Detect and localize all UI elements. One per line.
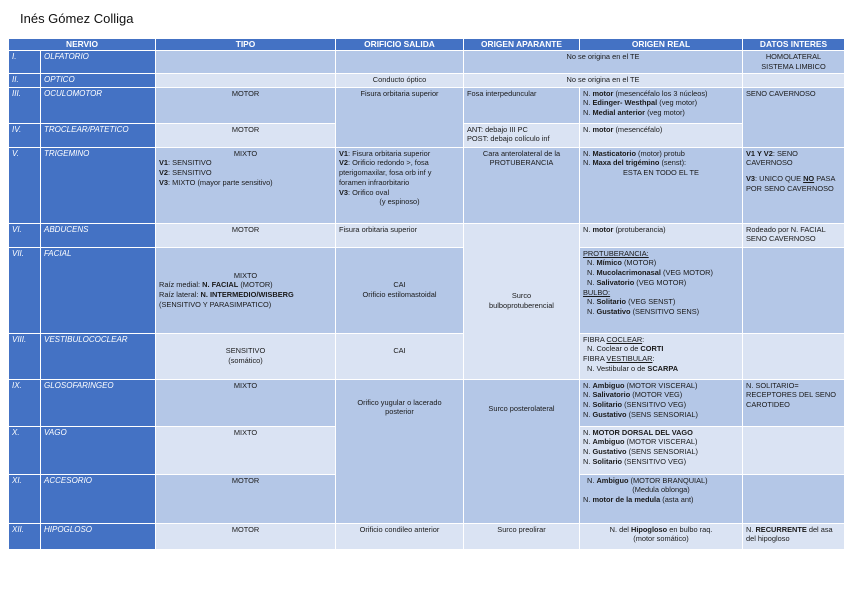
datos-cell: Rodeado por N. FACIAL SENO CAVERNOSO bbox=[743, 223, 845, 247]
real-cell: N. Masticatorio (motor) protub N. Maxa del trigémino (senst): ESTA EN TODO EL TE bbox=[580, 147, 743, 223]
table-row bbox=[9, 333, 845, 379]
tipo-cell bbox=[156, 51, 336, 74]
real-cell: N. Ambiguo (MOTOR VISCERAL) N. Salivatorio (MOTOR VEG) N. Solitario (SENSITIVO VEG) N. Gustativo (SENS SENSORIAL) bbox=[580, 379, 743, 426]
datos-cell: HOMOLATERAL SISTEMA LIMBICO bbox=[743, 51, 845, 74]
aparente-cell: Surco posterolateral bbox=[464, 379, 580, 523]
datos-cell bbox=[743, 247, 845, 333]
row-number: III. bbox=[9, 87, 41, 123]
table-row bbox=[9, 74, 845, 88]
tipo-cell: MOTOR bbox=[156, 474, 336, 523]
table-row bbox=[9, 87, 845, 123]
orificio-cell: Orifico yugular o lacerado posterior bbox=[336, 379, 464, 523]
nerve-name: OCULOMOTOR bbox=[41, 87, 156, 123]
nerve-name: TRIGEMINO bbox=[41, 147, 156, 223]
nerve-name: ABDUCENS bbox=[41, 223, 156, 247]
table-row bbox=[9, 223, 845, 247]
header-orificio: ORIFICIO SALIDA bbox=[336, 39, 464, 51]
row-number: XI. bbox=[9, 474, 41, 523]
datos-cell: N. SOLITARIO= RECEPTORES DEL SENO CAROTIDEO bbox=[743, 379, 845, 426]
nerve-name: HIPOGLOSO bbox=[41, 523, 156, 549]
real-cell: N. motor (mesencéfalo los 3 núcleos) N. Edinger- Westhpal (veg motor) N. Medial anterior (veg motor) bbox=[580, 87, 743, 123]
tipo-cell: MOTOR bbox=[156, 87, 336, 123]
table-row bbox=[9, 51, 845, 74]
real-cell: N. motor (mesencéfalo) bbox=[580, 123, 743, 147]
aparente-cell: Surco bulboprotuberencial bbox=[464, 223, 580, 379]
origin-span-cell: No se origina en el TE bbox=[464, 74, 743, 88]
datos-cell bbox=[743, 74, 845, 88]
datos-cell: V1 Y V2: SENO CAVERNOSO V3: UNICO QUE NO PASA POR SENO CAVERNOSO bbox=[743, 147, 845, 223]
real-cell: N. motor (protuberancia) bbox=[580, 223, 743, 247]
orificio-cell: Fisura orbitaria superior bbox=[336, 223, 464, 247]
orificio-cell: Orificio condileo anterior bbox=[336, 523, 464, 549]
header-datos: DATOS INTERES bbox=[743, 39, 845, 51]
header-origen-real: ORIGEN REAL bbox=[580, 39, 743, 51]
real-cell: N. MOTOR DORSAL DEL VAGO N. Ambiguo (MOTOR VISCERAL) N. Gustativo (SENS SENSORIAL) N. Solitario (SENSITIVO VEG) bbox=[580, 426, 743, 474]
header-row bbox=[9, 39, 845, 51]
nerve-name: VAGO bbox=[41, 426, 156, 474]
datos-cell bbox=[743, 333, 845, 379]
row-number: XII. bbox=[9, 523, 41, 549]
aparente-cell: Surco preolirar bbox=[464, 523, 580, 549]
tipo-cell: SENSITIVO (somático) bbox=[156, 333, 336, 379]
nerve-name: ACCESORIO bbox=[41, 474, 156, 523]
origin-span-cell: No se origina en el TE bbox=[464, 51, 743, 74]
tipo-cell: MOTOR bbox=[156, 223, 336, 247]
datos-cell bbox=[743, 426, 845, 474]
header-nervio: NERVIO bbox=[9, 39, 156, 51]
tipo-cell bbox=[156, 74, 336, 88]
tipo-cell: MIXTO bbox=[156, 379, 336, 426]
nerve-name: FACIAL bbox=[41, 247, 156, 333]
tipo-cell: MOTOR bbox=[156, 123, 336, 147]
nerve-name: OLFATORIO bbox=[41, 51, 156, 74]
aparente-cell: ANT: debajo III PC POST: debajo colículo inf bbox=[464, 123, 580, 147]
orificio-cell: CAI Orificio estilomastoidal bbox=[336, 247, 464, 333]
nerve-name: VESTIBULOCOCLEAR bbox=[41, 333, 156, 379]
table-row bbox=[9, 379, 845, 426]
table-row bbox=[9, 147, 845, 223]
aparente-cell: Fosa interpeduncular bbox=[464, 87, 580, 123]
header-origen-aparante: ORIGEN APARANTE bbox=[464, 39, 580, 51]
row-number: IV. bbox=[9, 123, 41, 147]
datos-cell bbox=[743, 474, 845, 523]
nerve-name: OPTICO bbox=[41, 74, 156, 88]
real-cell: PROTUBERANCIA: N. Mímico (MOTOR) N. Mucolacrimonasal (VEG MOTOR) N. Salivatorio (VEG MOTOR) BULBO: N. Solitario (VEG SENST) N. Gustativo (SENSITIVO SENS) bbox=[580, 247, 743, 333]
table-row bbox=[9, 247, 845, 333]
orificio-cell: Fisura orbitaria superior bbox=[336, 87, 464, 147]
row-number: VI. bbox=[9, 223, 41, 247]
row-number: IX. bbox=[9, 379, 41, 426]
row-number: VIII. bbox=[9, 333, 41, 379]
header-tipo: TIPO bbox=[156, 39, 336, 51]
tipo-cell: MIXTO V1: SENSITIVO V2: SENSITIVO V3: MIXTO (mayor parte sensitivo) bbox=[156, 147, 336, 223]
tipo-cell: MIXTO bbox=[156, 426, 336, 474]
real-cell: FIBRA COCLEAR: N. Coclear o de CORTI FIBRA VESTIBULAR: N. Vestibular o de SCARPA bbox=[580, 333, 743, 379]
orificio-cell: V1: Fisura orbitaria superior V2: Orificio redondo >, fosa pterigomaxilar, fosa orb inf y foramen infraorbitario V3: Orifico oval (y espinoso) bbox=[336, 147, 464, 223]
nerve-name: TROCLEAR/PATETICO bbox=[41, 123, 156, 147]
row-number: V. bbox=[9, 147, 41, 223]
orificio-cell bbox=[336, 51, 464, 74]
real-cell: N. del Hipogloso en bulbo raq. (motor somático) bbox=[580, 523, 743, 549]
real-cell: N. Ambiguo (MOTOR BRANQUIAL) (Medula oblonga) N. motor de la medula (asta ant) bbox=[580, 474, 743, 523]
tipo-cell: MOTOR bbox=[156, 523, 336, 549]
author-name: Inés Gómez Colliga bbox=[20, 11, 134, 26]
nerve-name: GLOSOFARINGEO bbox=[41, 379, 156, 426]
row-number: II. bbox=[9, 74, 41, 88]
row-number: VII. bbox=[9, 247, 41, 333]
table-row bbox=[9, 523, 845, 549]
cranial-nerves-table bbox=[8, 38, 845, 550]
aparente-cell: Cara anterolateral de la PROTUBERANCIA bbox=[464, 147, 580, 223]
orificio-cell: Conducto óptico bbox=[336, 74, 464, 88]
row-number: I. bbox=[9, 51, 41, 74]
tipo-cell: MIXTO Raíz medial: N. FACIAL (MOTOR) Raíz lateral: N. INTERMEDIO/WISBERG (SENSITIVO Y PARASIMPATICO) bbox=[156, 247, 336, 333]
datos-cell: SENO CAVERNOSO bbox=[743, 87, 845, 147]
datos-cell: N. RECURRENTE del asa del hipogloso bbox=[743, 523, 845, 549]
orificio-cell: CAI bbox=[336, 333, 464, 379]
row-number: X. bbox=[9, 426, 41, 474]
